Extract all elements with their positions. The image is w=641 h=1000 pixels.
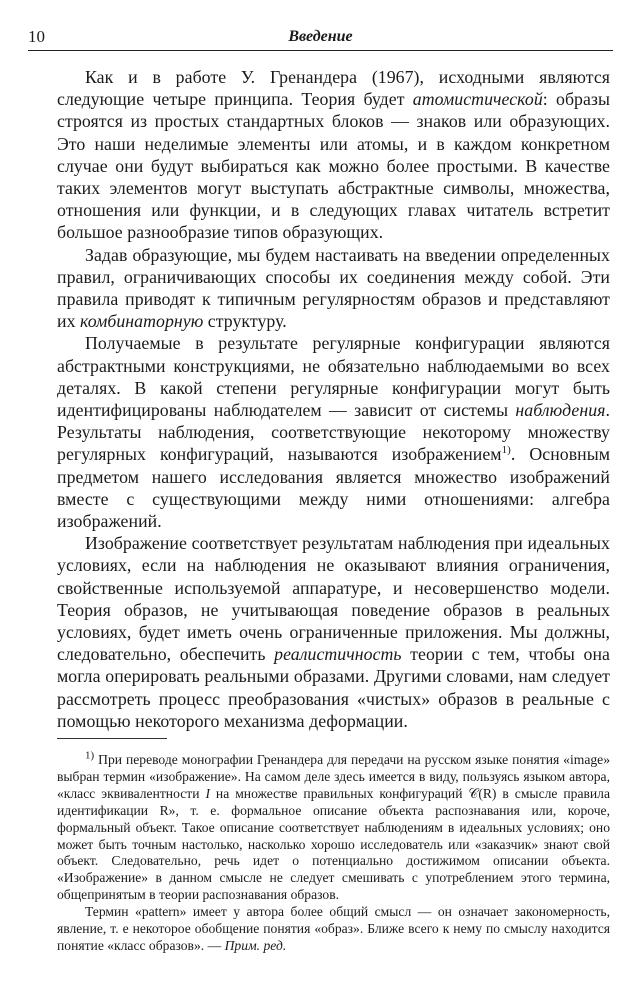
footnote-1: $^{1)}$ При переводе монографии Гренандера для передачи на русском языке понятия «image» выбран термин «изображение». На самом деле здесь имеется в виду, пользуясь языком автора, «класс эквивалентности I на множестве правильных конфигураций 𝒞(R) в смысле правила идентификации R», т. е. формальное описание объекта распознавания или, короче, формальный объект. Такое описание соответствует наблюдениям в идеальных условиях; оно может быть точным настолько, насколько хорошо исследователь или «заказчик» знают свой объект. Следовательно, речь идет о потенциально достижимом описании объекта. «Изображение» в данном смысле не следует смешивать с употреблением этого термина, общепринятым в теории распознавания образов.: [57, 749, 610, 903]
footnote-marker: 1): [85, 749, 95, 762]
page-header: [28, 26, 613, 51]
footnotes: [57, 749, 610, 955]
main-text: [57, 66, 610, 732]
footnote-1-continued: Термин «pattern» имеет у автора более общий смысл — он означает закономерность, явление, т. е некоторое обобщение понятия «образ». Ближе всего к нему по смыслу находится понятие «класс образов». — Прим. ред.: [57, 904, 610, 953]
footnote-divider: [57, 738, 167, 739]
footnote-ref: 1): [501, 444, 511, 457]
running-title: Введение: [288, 28, 353, 45]
paragraph-principles: Как и в работе У. Гренандера (1967), исходными являются следующие четыре принципа. Теория будет атомистической: образы строятся из простых стандартных блоков — знаков или образующих. Это наши неделимые элементы или атомы, и в каждом конкретном случае они будут выбираться как можно более простыми. В качестве таких элементов могут выступать абстрактные символы, множества, отношения или функции, и в следующих главах читатель встретит большое разнообразие типов образующих.: [57, 67, 610, 243]
paragraph-combinatorial: Задав образующие, мы будем настаивать на введении определенных правил, ограничивающих способы их соединения между собой. Эти правила приводят к типичным регулярностям образов и представляют их комбинаторную структуру.: [57, 244, 610, 332]
paragraph-observation: Получаемые в результате регулярные конфигурации являются абстрактными конструкциями, не обязательно наблюдаемыми во всех деталях. В какой степени регулярные конфигурации могут быть идентифицированы наблюдателем — зависит от системы наблюдения. Результаты наблюдения, соответствующие некоторому множеству регулярных конфигураций, называются изображением$^{1)}$. Основным предметом нашего исследования является множество изображений вместе с существующими между ними отношениями: алгебра изображений.: [57, 333, 611, 532]
page-number: 10: [28, 27, 45, 46]
paragraph-realism: Изображение соответствует результатам наблюдения при идеальных условиях, если на наблюдения не оказывают влияния ограничения, свойственные используемой аппаратуре, и несовершенство модели. Теория образов, не учитывающая поведение образов в реальных условиях, будет иметь очень ограниченные приложения. Мы должны, следовательно, обеспечить реалистичность теории с тем, чтобы она могла оперировать реальными образами. Другими словами, нам следует рассмотреть процесс преобразования «чистых» образов в реальные с помощью некоторого механизма деформации.: [57, 533, 610, 731]
